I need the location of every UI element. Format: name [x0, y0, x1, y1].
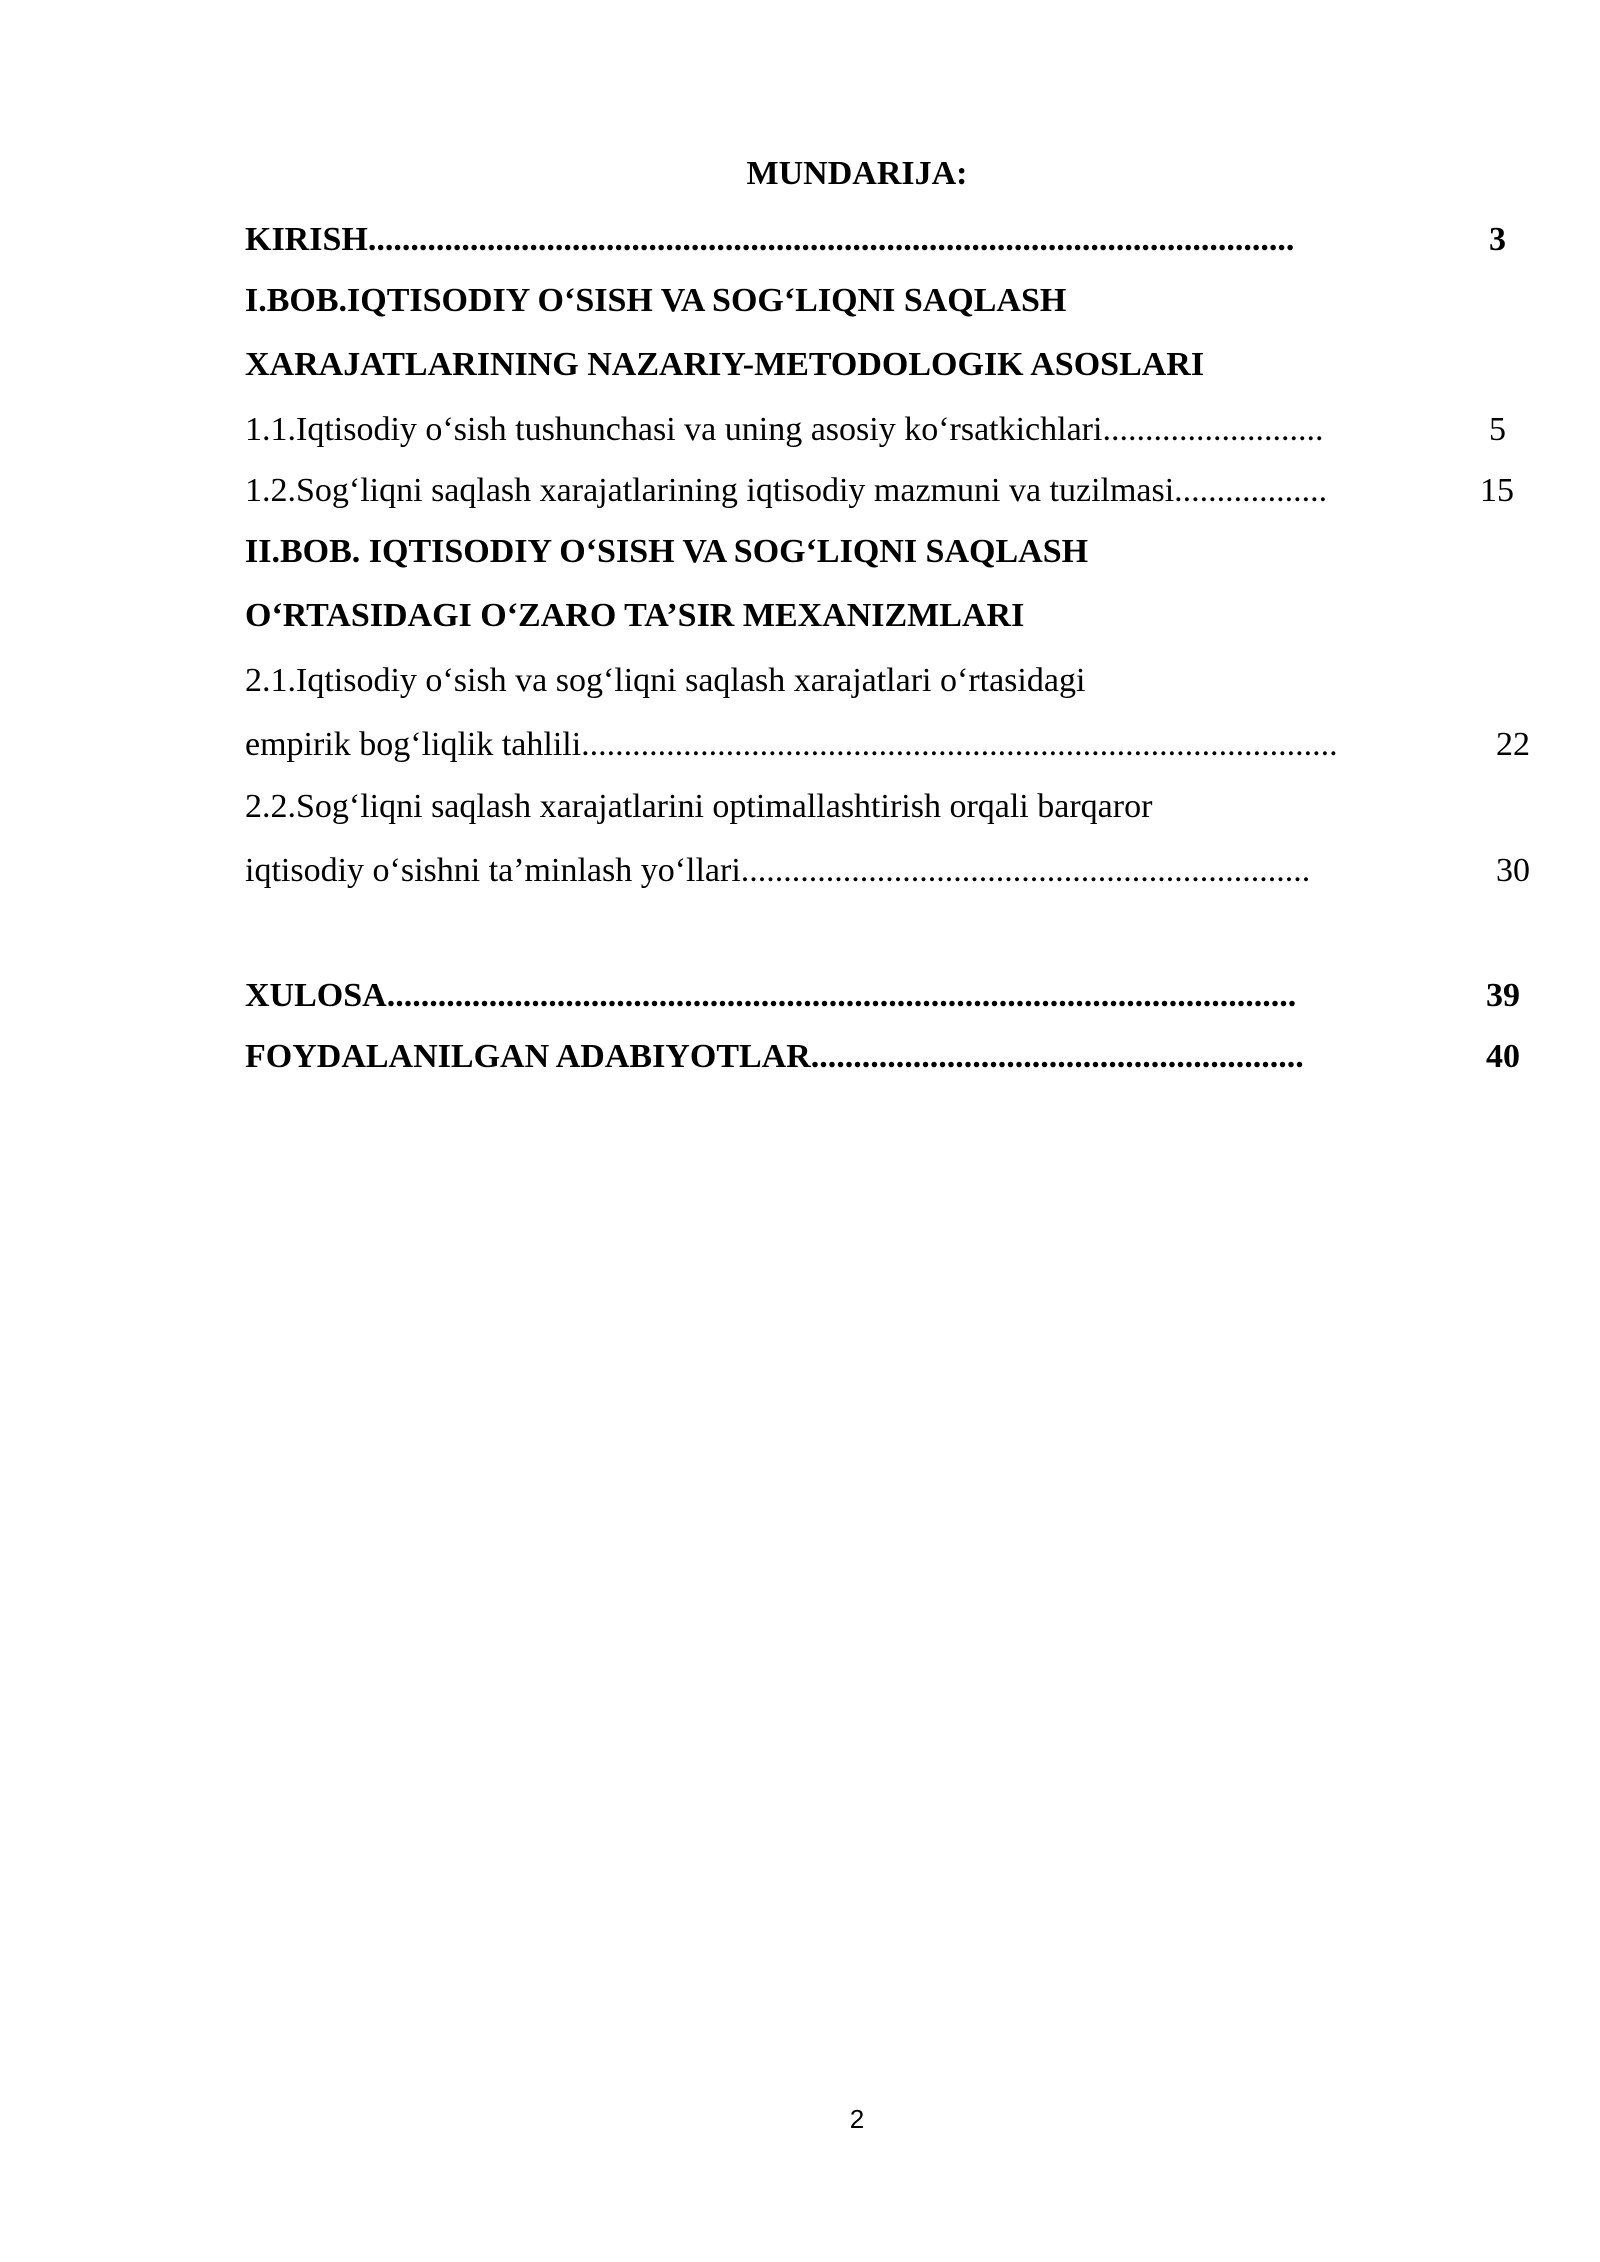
toc-entry-text: KIRISH.............................................................................................................	[245, 221, 1295, 258]
toc-chapter1-title-line2: XARAJATLARINING NAZARIY-METODOLOGIK ASOSLARI	[245, 346, 1205, 383]
page-number: 2	[849, 2104, 865, 2134]
toc-entry-page: 22	[1496, 726, 1530, 763]
toc-entry-page: 40	[1486, 1038, 1520, 1075]
toc-entry-text: FOYDALANILGAN ADABIYOTLAR..........................................................	[245, 1038, 1304, 1075]
toc-chapter1-title-line1: I.BOB.IQTISODIY O‘SISH VA SOG‘LIQNI SAQLASH	[245, 282, 1067, 319]
toc-entry-page: 3	[1489, 221, 1506, 258]
toc-entry-text: XULOSA...........................................................................................................	[245, 977, 1297, 1014]
toc-entry-adabiyotlar	[245, 1033, 1530, 1081]
toc-entry-text: 1.1.Iqtisodiy o‘sish tushunchasi va uning asosiy ko‘rsatkichlari..........................	[245, 411, 1324, 448]
toc-chapter2-title-line2: O‘RTASIDAGI O‘ZARO TA’SIR MEXANIZMLARI	[245, 597, 1025, 634]
toc-entry-text: iqtisodiy o‘sishni ta’minlash yo‘llari...................................................................	[245, 852, 1311, 889]
toc-entry-section-2-2-line1: 2.2.Sog‘liqni saqlash xarajatlarini optimallashtirish orqali barqaror	[245, 788, 1153, 825]
toc-title: MUNDARIJA:	[746, 155, 968, 192]
toc-entry-text: 1.2.Sog‘liqni saqlash xarajatlarining iqtisodiy mazmuni va tuzilmasi..................	[245, 472, 1328, 509]
toc-entry-page: 15	[1480, 472, 1514, 509]
toc-entry-xulosa	[245, 972, 1530, 1020]
toc-entry-page: 30	[1496, 852, 1530, 889]
toc-entry-page: 39	[1486, 977, 1520, 1014]
toc-entry-text: empirik bog‘liqlik tahlili.........................................................................................	[245, 726, 1338, 763]
toc-entry-page: 5	[1489, 411, 1506, 448]
toc-entry-section-2-2	[245, 847, 1530, 895]
toc-entry-section-2-1	[245, 721, 1530, 769]
toc-chapter2-title-line1: II.BOB. IQTISODIY O‘SISH VA SOG‘LIQNI SAQLASH	[245, 533, 1089, 570]
toc-entry-section-1-2	[245, 467, 1530, 515]
toc-entry-section-1-1	[245, 406, 1530, 454]
toc-entry-kirish	[245, 216, 1530, 264]
toc-entry-section-2-1-line1: 2.1.Iqtisodiy o‘sish va sog‘liqni saqlash xarajatlari o‘rtasidagi	[245, 662, 1086, 699]
